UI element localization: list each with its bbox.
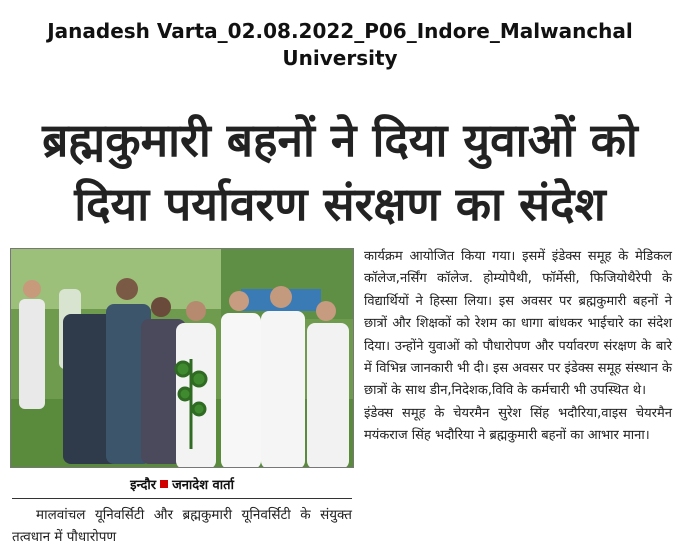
caption-line-2: University bbox=[282, 46, 398, 70]
caption-line-1: Janadesh Varta_02.08.2022_P06_Indore_Malwanchal bbox=[47, 19, 633, 43]
right-paragraph-1: कार्यक्रम आयोजित किया गया। इसमें इंडेक्स समूह के मेडिकल कॉलेज,नर्सिंग कॉलेज. होम्योपैथी, फॉर्मेसी, फिजियोथैरेपी के विद्यार्थियों ने हिस्सा लिया। इस अवसर पर ब्रह्मकुमारी बहनों ने छात्रों और शिक्षकों को रेशम का धागा बांधकर भाईचारे का संदेश दिया। उन्होंने युवाओं को पौधारोपण और पर्यावरण संरक्षण के बारे में विभिन्न जानकारी भी दी। इस अवसर पर इंडेक्स समूह संस्थान के छात्रों के साथ डीन,निदेशक,विवि के कर्मचारी भी उपस्थित थे। bbox=[364, 249, 672, 399]
clipping-caption bbox=[0, 18, 680, 72]
dateline-paper: जनादेश वार्ता bbox=[172, 478, 234, 493]
news-photo bbox=[10, 248, 354, 468]
headline-line-2: दिया पर्यावरण संरक्षण का संदेश bbox=[74, 177, 606, 231]
dateline-marker bbox=[160, 480, 168, 488]
dateline-city: इन्दौर bbox=[130, 478, 157, 493]
article-left-column bbox=[12, 504, 352, 548]
right-paragraph-2: इंडेक्स समूह के चेयरमैन सुरेश सिंह भदौरिया,वाइस चेयरमैन मयंकराज सिंह भदौरिया ने ब्रह्मकुमारी बहनों का आभार माना। bbox=[364, 405, 672, 444]
dateline-rule bbox=[12, 498, 352, 499]
dateline bbox=[10, 477, 354, 495]
left-paragraph: मालवांचल यूनिवर्सिटी और ब्रह्मकुमारी यूनिवर्सिटी के संयुक्त तत्वधान में पौधारोपण bbox=[12, 507, 352, 545]
article-right-column bbox=[364, 246, 672, 448]
headline-line-1: ब्रह्मकुमारी बहनों ने दिया युवाओं को bbox=[42, 113, 638, 167]
photo-illustration bbox=[11, 249, 354, 468]
